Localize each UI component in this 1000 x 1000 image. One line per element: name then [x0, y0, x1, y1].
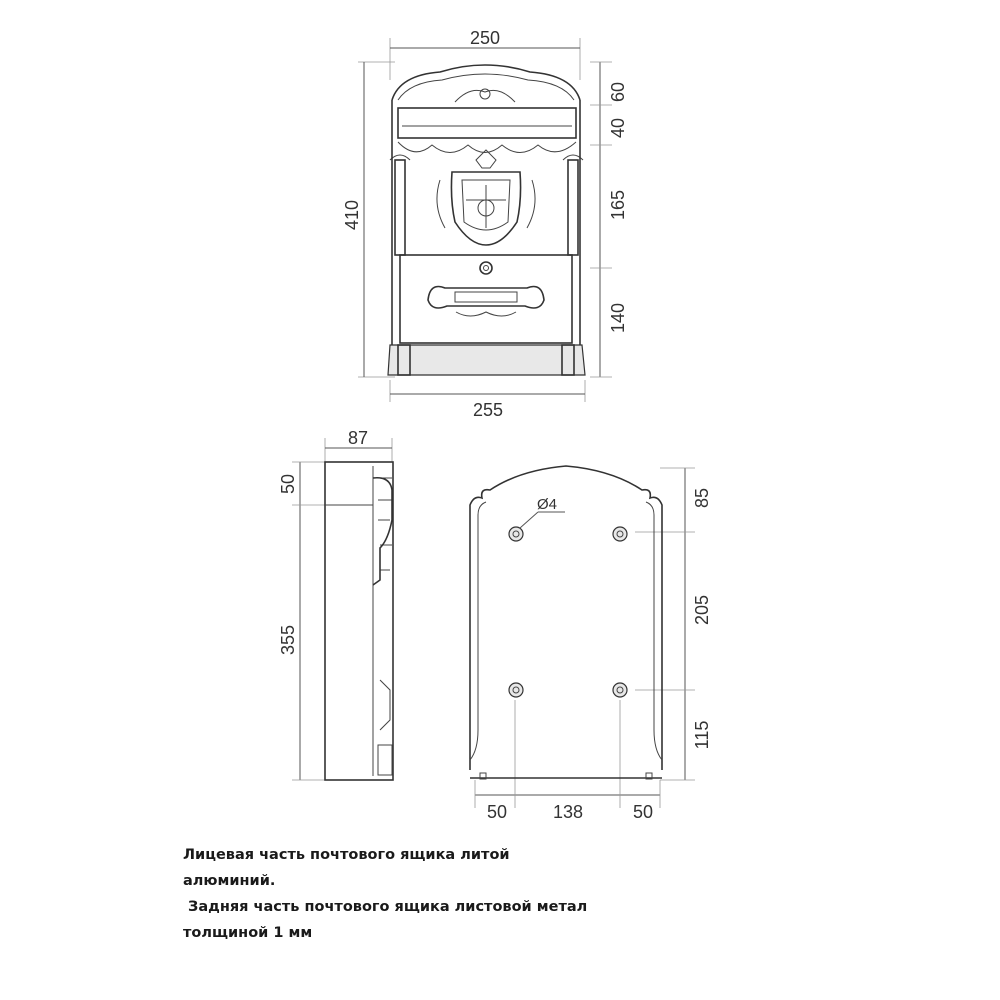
- mailbox-base: [388, 345, 585, 375]
- back-view: [470, 466, 712, 822]
- hole-callout-leader: [520, 512, 538, 528]
- arched-roof: [392, 65, 580, 100]
- roof-ornament: [455, 90, 515, 102]
- mounting-hole: [509, 527, 523, 541]
- mailbox-front: [388, 65, 585, 375]
- mounting-hole: [613, 683, 627, 697]
- door-cartouche: [428, 287, 544, 309]
- dim-back-left: 50: [486, 802, 508, 822]
- roof-ornament-center: [480, 89, 490, 99]
- letter-slot-flap: [398, 108, 576, 138]
- dim-back-spacing: 138: [552, 802, 584, 822]
- roof-inner: [398, 74, 574, 100]
- dim-width-bottom: 255: [472, 400, 504, 420]
- dim-back-bottom: 115: [692, 720, 712, 750]
- dim-seg-3: 165: [608, 189, 628, 221]
- side-outline: [325, 462, 393, 780]
- dim-seg-1: 60: [608, 81, 628, 103]
- side-front-profile: [373, 478, 392, 585]
- dim-seg-2: 40: [608, 117, 628, 139]
- side-base-profile: [378, 745, 392, 775]
- caption-line-2: алюминий.: [183, 873, 276, 889]
- front-view: [342, 28, 628, 420]
- dim-back-top: 85: [692, 487, 712, 509]
- dim-width-top: 250: [469, 28, 501, 48]
- door-lock-core: [484, 266, 489, 271]
- caption-line-3: Задняя часть почтового ящика листовой метал: [183, 899, 588, 915]
- back-left-fold: [470, 502, 486, 760]
- dim-side-body: 355: [278, 624, 298, 656]
- lower-door: [400, 255, 572, 343]
- dim-hole-diameter: Ø4: [537, 496, 558, 513]
- side-lower-profile: [380, 680, 390, 730]
- mailbox-side: [325, 462, 393, 780]
- dim-height-total: 410: [342, 199, 362, 231]
- back-outline: [470, 466, 662, 770]
- caption: [183, 842, 703, 946]
- door-ornament: [456, 312, 516, 316]
- caption-line-4: толщиной 1 мм: [183, 925, 313, 941]
- door-lock: [480, 262, 492, 274]
- left-column: [395, 160, 405, 255]
- side-view: [278, 428, 393, 780]
- coat-of-arms-emblem: [437, 150, 535, 245]
- mounting-hole: [509, 683, 523, 697]
- dim-depth: 87: [347, 428, 369, 448]
- dim-seg-4: 140: [608, 302, 628, 334]
- right-column: [568, 160, 578, 255]
- dim-side-top: 50: [278, 473, 298, 495]
- back-right-fold: [646, 502, 662, 760]
- caption-line-1: Лицевая часть почтового ящика литой: [183, 847, 510, 863]
- door-cartouche-slot: [455, 292, 517, 302]
- dim-back-mid: 205: [692, 594, 712, 626]
- mailbox-back: [470, 466, 662, 779]
- dim-back-right: 50: [632, 802, 654, 822]
- mounting-hole: [613, 527, 627, 541]
